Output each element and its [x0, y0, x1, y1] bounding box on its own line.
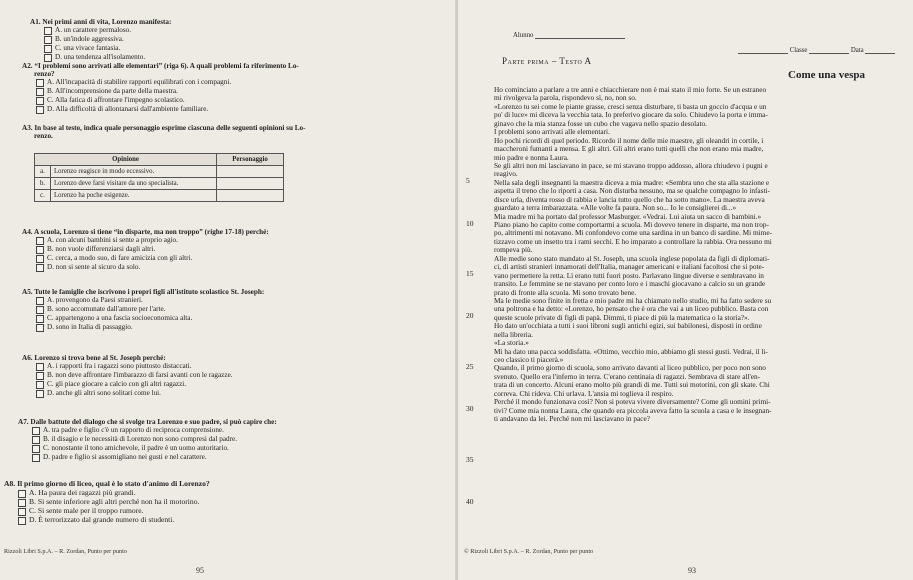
checkbox[interactable] — [36, 372, 44, 380]
checkbox[interactable] — [44, 36, 52, 44]
checkbox[interactable] — [18, 490, 26, 498]
option-a[interactable]: A. i rapporti fra i ragazzi sono piuttosto distaccati. — [36, 362, 233, 371]
story-line: I problemi sono arrivati alle elementari. — [494, 128, 610, 137]
story-line: guardato a terra imbarazzata. «Alle volte fa paura. Non so... Io le consiglierei di...» — [494, 204, 737, 213]
story-title: Come una vespa — [788, 69, 866, 81]
story-line: ceo classico ti piacerà.» — [494, 356, 564, 364]
option-d[interactable]: D. anche gli altri sono solitari come lui. — [36, 389, 233, 398]
option-c[interactable]: C. cerca, a modo suo, di fare amicizia con gli altri. — [36, 254, 269, 263]
checkbox[interactable] — [36, 97, 44, 105]
checkbox[interactable] — [36, 88, 44, 96]
question-stem-cont: renzo? — [34, 70, 55, 79]
story-line: correva. Chi rideva. Chi urlava. L'ansia mi toglieva il respiro. — [494, 389, 674, 398]
option-b[interactable]: B. un'indole aggressiva. — [44, 35, 171, 44]
story-text — [494, 86, 912, 424]
question-stem: A2. “I problemi sono arrivati alle elementari” (riga 6). A quali problemi fa riferimento Lo- — [22, 62, 299, 70]
answer-cell[interactable] — [217, 178, 284, 190]
column-header-opinion: Opinione — [35, 154, 217, 166]
line-number: 40 — [466, 497, 474, 507]
option-a[interactable]: A. un carattere permaloso. — [44, 26, 171, 35]
option-b[interactable]: B. non deve affrontare l'imbarazzo di farsi avanti con le ragazze. — [36, 371, 233, 380]
question-a5 — [22, 288, 264, 332]
checkbox[interactable] — [32, 427, 40, 435]
option-b[interactable]: B. All'incomprensione da parte della maestra. — [36, 87, 452, 96]
checkbox[interactable] — [44, 27, 52, 35]
section-label: Parte prima – Testo A — [502, 56, 592, 66]
right-page — [458, 0, 913, 580]
page-footer: Rizzoli Libri S.p.A. – R. Zordan, Punto per punto — [4, 548, 127, 555]
line-number: 5 — [466, 176, 470, 186]
answer-cell[interactable] — [217, 190, 284, 202]
option-a[interactable]: A. provengono da Paesi stranieri. — [36, 296, 264, 305]
story-line: ci, di artisti stranieri innamorati dell'Italia, manager americani e italiani facoltosi che si pote- — [494, 263, 765, 272]
checkbox[interactable] — [36, 390, 44, 398]
checkbox[interactable] — [36, 324, 44, 332]
story-line: po, altrimenti mi notavano. Mi confondevo come una sardina in un banco di sardine. Mi mime- — [494, 229, 773, 238]
student-name-line[interactable] — [535, 38, 625, 39]
story-line: «La storia.» — [494, 339, 529, 348]
option-c[interactable]: C. Alla fatica di affrontare l'impegno scolastico. — [36, 96, 452, 105]
page-number: 93 — [688, 566, 696, 575]
question-a6 — [22, 354, 233, 398]
checkbox[interactable] — [18, 499, 26, 507]
checkbox[interactable] — [36, 237, 44, 245]
option-d[interactable]: D. una tendenza all'isolamento. — [44, 53, 171, 62]
story-line: po' di luce» mi diceva la vecchia tata. Io preferivo giocare da solo. Chiudevo la porta e imma- — [494, 111, 768, 120]
question-stem: A8. Il primo giorno di liceo, qual è lo stato d'animo di Lorenzo? — [4, 479, 210, 488]
question-a8 — [4, 480, 210, 525]
checkbox[interactable] — [36, 79, 44, 87]
checkbox[interactable] — [36, 264, 44, 272]
question-stem: A7. Dalle battute del dialogo che si svolge tra Lorenzo e suo padre, si può capire che: — [18, 418, 277, 426]
question-stem: A4. A scuola, Lorenzo si tiene “in disparte, ma non troppo” (righe 17-18) perché: — [22, 228, 269, 236]
story-line: Ho pochi ricordi di quel periodo. Ricordo il nome delle mie maestre, gli oleandri in cortile, i — [494, 136, 764, 145]
story-line: Nella sala degli insegnanti la maestra diceva a mia madre: «Sembra uno che sta alla stazione e — [494, 178, 770, 187]
question-stem: A1. Nei primi anni di vita, Lorenzo manifesta: — [30, 18, 172, 26]
question-a2 — [22, 62, 452, 114]
line-number: 20 — [466, 311, 474, 321]
class-line[interactable] — [738, 53, 788, 54]
story-line: mi rivolgeva la parola, rispondevo sì, no, non so. — [494, 94, 637, 103]
option-b[interactable]: B. Si sente inferiore agli altri perché non ha il motorino. — [18, 498, 210, 507]
line-number: 35 — [466, 455, 474, 465]
option-b[interactable]: B. il disagio e le necessità di Lorenzo non sono compresi dal padre. — [32, 435, 277, 444]
checkbox[interactable] — [32, 436, 40, 444]
story-line: Piano piano ho capito come comportarmi a scuola. Mi dovevo tenere in disparte, ma non trop- — [494, 221, 769, 229]
story-line: mio padre e nonna Laura. — [494, 153, 569, 162]
page-footer: © Rizzoli Libri S.p.A. – R. Zordan, Punto per punto — [464, 548, 594, 555]
table-row: b. Lorenzo deve farsi visitare da uno specialista. — [35, 178, 284, 190]
checkbox[interactable] — [36, 315, 44, 323]
option-a[interactable]: A. Ha paura dei ragazzi più grandi. — [18, 489, 210, 498]
checkbox[interactable] — [36, 297, 44, 305]
question-a4 — [22, 228, 269, 272]
story-line: maccheroni fumanti a mensa. E gli altri. Gli altri erano tutti quelli che non erano mia madre, — [494, 145, 764, 154]
option-c[interactable]: C. una vivace fantasia. — [44, 44, 171, 53]
story-line: Ma le medie sono finite in fretta e mio padre mi ha chiamato nello studio, mi ha fatto sedere su — [494, 296, 772, 305]
line-number: 10 — [466, 218, 474, 228]
line-number: 15 — [466, 269, 474, 279]
checkbox[interactable] — [36, 246, 44, 254]
option-c[interactable]: C. appartengono a una fascia socioeconomica alta. — [36, 314, 264, 323]
story-line: ginavo che la mia stanza fosse un cubo che vagava nello spazio desolato. — [494, 119, 707, 128]
story-line: disce urla, diventa rosso di rabbia e lancia tutto quello che ha sotto mano». La maestra aveva — [494, 195, 765, 204]
story-line: aspetta il treno che lo riporti a casa. Non disturba nessuno, ma se qualche compagno lo infasti- — [494, 187, 770, 196]
story-line: «Lorenzo tu sei come le piante grasse, cresci senza disturbare, ti basta un goccio d'acqua e un — [494, 102, 767, 111]
checkbox[interactable] — [18, 517, 26, 525]
question-stem: A5. Tutte le famiglie che iscrivono i propri figli all'istituto scolastico St. Joseph: — [22, 288, 265, 296]
story-line: Mia madre mi ha portato dal professor Masburger. «Vedrai. Lui aiuta un sacco di bambini.» — [494, 212, 762, 221]
story-line: Quando, il primo giorno di scuola, sono arrivato davanti al liceo pubblico, per poco non sono — [494, 364, 766, 373]
page-number: 95 — [196, 566, 204, 575]
story-line: nella libreria. — [494, 330, 533, 339]
table-row: c. Lorenzo ha poche esigenze. — [35, 190, 284, 202]
story-line: vano permettere la retta. Lì erano tutti fuori posto. Parlavano lingue diverse e sembravano in — [494, 271, 764, 280]
story-line: Perché il mondo funzionava così? Non si poteva vivere diversamente? Come gli uomini primi- — [494, 398, 771, 407]
option-a[interactable]: A. tra padre e figlio c'è un rapporto di reciproca comprensione. — [32, 426, 277, 435]
checkbox[interactable] — [32, 445, 40, 453]
checkbox[interactable] — [36, 363, 44, 371]
option-b[interactable]: B. non vuole differenziarsi dagli altri. — [36, 245, 269, 254]
student-name-field[interactable]: Alunno — [513, 32, 625, 39]
question-stem: A3. In base al testo, indica quale personaggio esprime ciascuna delle seguenti opinioni su Lo- — [22, 124, 306, 132]
story-line: rompeva più. — [494, 246, 533, 255]
option-b[interactable]: B. sono accomunate dall'amore per l'arte. — [36, 305, 264, 314]
line-number: 30 — [466, 404, 474, 414]
question-a7 — [18, 418, 277, 462]
story-line: tizzavo come un insetto tra i rami secchi. E ho imparato a controllare la rabbia. Ora nessuno mi — [494, 237, 772, 246]
story-line: Se gli altri non mi lasciavano in pace, se mi stavano troppo addosso, allora chiudevo i pugni e — [494, 161, 768, 170]
option-a[interactable]: A. All'incapacità di stabilire rapporti equilibrati con i compagni. — [36, 78, 452, 87]
checkbox[interactable] — [36, 106, 44, 114]
column-header-character: Personaggio — [217, 154, 284, 166]
checkbox[interactable] — [44, 45, 52, 53]
story-line: una poltrona e ha detto: «Lorenzo, ho pensato che è ora che vai a un liceo pubblico. Basta con — [494, 305, 769, 314]
option-d[interactable]: D. È terrorizzato dal grande numero di studenti. — [18, 516, 210, 525]
checkbox[interactable] — [36, 306, 44, 314]
story-line: svenuto. Quello era l'inferno in terra. C'erano centinaia di ragazzi. Sembrava di stare all'en- — [494, 372, 761, 381]
story-line: Mi ha dato una pacca soddisfatta. «Ottimo, vecchio mio, abbiamo gli stessi gusti. Vedrai, il li- — [494, 347, 768, 356]
opinions-table — [34, 153, 284, 202]
story-line: Ho cominciato a parlare a tre anni e chiacchierare non è mai stato il mio forte. Se un estraneo — [494, 86, 767, 94]
class-line-2[interactable] — [809, 53, 849, 54]
question-stem: A6. Lorenzo si trova bene al St. Joseph perché: — [22, 354, 166, 362]
line-number: 25 — [466, 362, 474, 372]
table-row: a. Lorenzo reagisce in modo eccessivo. — [35, 166, 284, 178]
class-field[interactable]: Classe Data — [738, 47, 895, 54]
question-a1 — [30, 18, 171, 62]
date-line[interactable] — [865, 53, 895, 54]
option-d[interactable]: D. sono in Italia di passaggio. — [36, 323, 264, 332]
checkbox[interactable] — [36, 381, 44, 389]
answer-cell[interactable] — [217, 166, 284, 178]
checkbox[interactable] — [36, 255, 44, 263]
story-line: reagivo. — [494, 170, 518, 179]
option-c[interactable]: C. nonostante il tono amichevole, il padre è un uomo autoritario. — [32, 444, 277, 453]
checkbox[interactable] — [18, 508, 26, 516]
story-line: transito. Le femmine se ne stavano per conto loro e i maschi giocavano a calcio su un grande — [494, 280, 766, 289]
story-line: Ho dato un'occhiata a tutti i suoi libroni sugli antichi egizi, sui babilonesi, disposti in ordine — [494, 322, 762, 331]
option-a[interactable]: A. con alcuni bambini si sente a proprio agio. — [36, 236, 269, 245]
checkbox[interactable] — [32, 454, 40, 462]
option-c[interactable]: C. Si sente male per il troppo rumore. — [18, 507, 210, 516]
story-line: trata di un concerto. Alcuni erano molto più grandi di me. Tutti sui motorini, con gli skate. Chi — [494, 381, 770, 390]
story-line: queste scuole private di figli di papà. Dimmi, ti piace di più la matematica o la storia?». — [494, 313, 750, 322]
option-d[interactable]: D. non si sente al sicuro da solo. — [36, 263, 269, 272]
checkbox[interactable] — [44, 54, 52, 62]
option-c[interactable]: C. gli piace giocare a calcio con gli altri ragazzi. — [36, 380, 233, 389]
option-d[interactable]: D. padre e figlio si assomigliano nei gusti e nel carattere. — [32, 453, 277, 462]
question-a3 — [22, 124, 452, 140]
story-line: prato di fronte alla scuola. Mi sono trovato bene. — [494, 288, 637, 297]
story-line: Alle medie sono stato mandato al St. Joseph, una scuola inglese popolata da figli di diplomati- — [494, 254, 770, 263]
question-stem-cont: renzo. — [34, 132, 53, 141]
story-line: ti andavano da lei. Perché non mi lasciavano in pace? — [494, 415, 651, 424]
story-line: tivi? Come mia nonna Laura, che quando era piccola aveva fatto la scuola a casa e le insegnan- — [494, 406, 772, 415]
option-d[interactable]: D. Alla difficoltà di allontanarsi dall'ambiente familiare. — [36, 105, 452, 114]
